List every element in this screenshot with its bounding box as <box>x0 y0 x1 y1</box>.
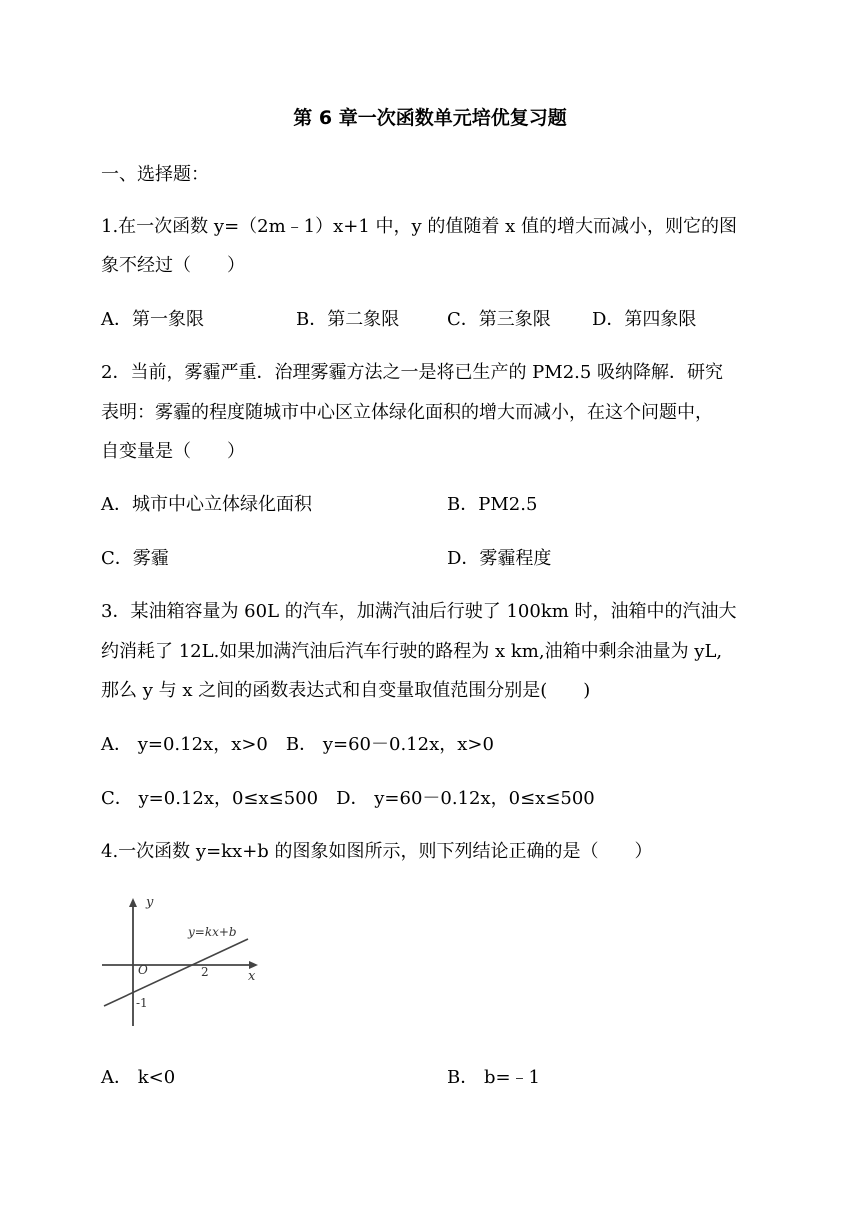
q3-line-2: 约消耗了 12L.如果加满汽油后汽车行驶的路程为 x km,油箱中剩余油量为 yL, <box>101 641 723 662</box>
q2-option-a: A．城市中心立体绿化面积 <box>101 494 312 515</box>
q1-option-d: D．第四象限 <box>592 309 697 330</box>
q2-line-3: 自变量是（ ） <box>101 441 245 462</box>
q2-line-2: 表明：雾霾的程度随城市中心区立体绿化面积的增大而减小，在这个问题中， <box>101 402 713 423</box>
q2-option-d: D．雾霾程度 <box>447 548 552 569</box>
y-intercept-label: -1 <box>136 996 148 1010</box>
q4-option-b: B． b=﹣1 <box>447 1067 541 1088</box>
q2-line-1: 2．当前，雾霾严重．治理雾霾方法之一是将已生产的 PM2.5 吸纳降解．研究 <box>101 362 724 383</box>
q3-line-3: 那么 y 与 x 之间的函数表达式和自变量取值范围分别是( ) <box>101 680 591 701</box>
q1-line-1: 1.在一次函数 y=（2m﹣1）x+1 中，y 的值随着 x 值的增大而减小，则它的图 <box>101 216 738 237</box>
q1-option-a: A．第一象限 <box>101 309 204 330</box>
q1-option-b: B．第二象限 <box>296 309 400 330</box>
q3-options-ab: A． y=0.12x，x>0 B． y=60－0.12x，x>0 <box>101 734 494 755</box>
q1-line-2: 象不经过（ ） <box>101 255 245 276</box>
x-axis-label: x <box>248 969 256 984</box>
x-axis-arrow-icon <box>249 961 258 969</box>
page-title: 第 6 章一次函数单元培优复习题 <box>293 107 567 129</box>
origin-label: O <box>138 963 148 977</box>
q4-option-a: A． k<0 <box>101 1067 176 1088</box>
linear-function-graph <box>98 892 268 1032</box>
q4-line-1: 4.一次函数 y=kx+b 的图象如图所示，则下列结论正确的是（ ） <box>101 841 653 862</box>
x-axis <box>102 961 258 969</box>
function-line <box>104 939 248 1006</box>
q1-option-c: C．第三象限 <box>447 309 551 330</box>
x-intercept-label: 2 <box>201 965 209 979</box>
q3-options-cd: C． y=0.12x，0≤x≤500 D． y=60－0.12x，0≤x≤500 <box>101 788 595 809</box>
y-axis-arrow-icon <box>129 898 137 907</box>
line-equation-label: y=kx+b <box>188 925 237 939</box>
q2-option-c: C．雾霾 <box>101 548 169 569</box>
section-heading: 一、选择题： <box>101 164 209 185</box>
q3-line-1: 3．某油箱容量为 60L 的汽车，加满汽油后行驶了 100km 时，油箱中的汽油大 <box>101 601 737 622</box>
y-axis-label: y <box>146 895 154 910</box>
q2-option-b: B．PM2.5 <box>447 494 538 515</box>
